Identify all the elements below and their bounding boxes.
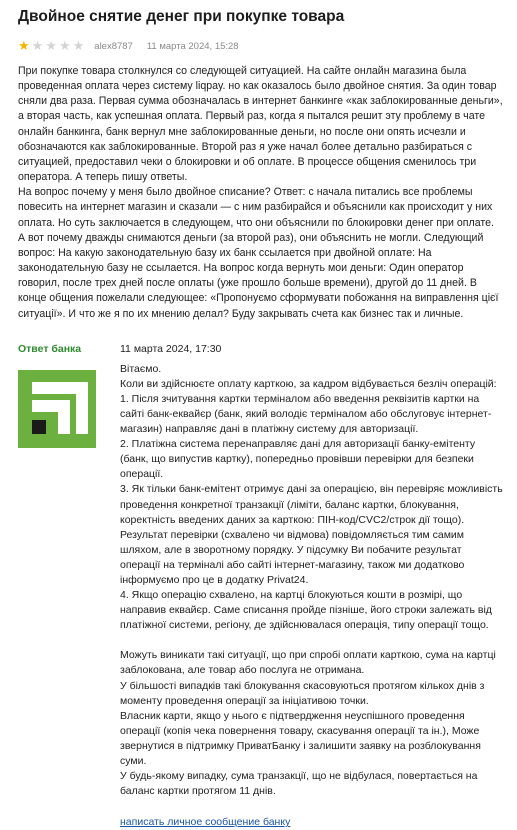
answer-paragraph: Вітаємо.: [120, 362, 162, 375]
review-author[interactable]: alex8787: [94, 40, 133, 52]
review-date: 11 марта 2024, 15:28: [146, 40, 239, 52]
answer-paragraph: У більшості випадків такі блокування скасовуються протягом кількох днів з моменту проведення операції за ініціативою точки.: [120, 679, 485, 707]
privatbank-logo-mark: [18, 370, 96, 448]
message-bank-link[interactable]: написать личное сообщение банку: [120, 816, 291, 829]
bank-answer-sidebar: [18, 342, 120, 830]
bank-answer-text: [120, 362, 503, 800]
star-icon: ★: [31, 38, 44, 54]
review-paragraph: На вопрос почему у меня было двойное списание? Ответ: с начала питались все проблемы повесить на интернет магазин и сказали — с ним разбирайся и объяснили как происходит у них оплата. Но суть заключается в следующем, что они объяснили по блокировки денег при оплате. А вот почему дважды снимаются деньги (за второй раз), они объяснить не могли. Следующий вопрос: На какую законодательную базу их банк ссылается при двойной оплате: На законодательную базу не ссылается. На вопрос когда вернуть мои деньги: Один оператор говорил, после трех дней после оплаты (уже прошло больше времени), другой до 11 дней. В конце общения пожелали следующее: «Пропонуємо сформувати побожання на виправлення цієї ситуації». И что же я по их мнению делал? Буду закрывать счета как бизнес так и личные.: [18, 186, 499, 320]
answer-paragraph: 4. Якщо операцію схвалено, на картці блокуються кошти в розмірі, що направив еквайєр. Саме списання пройде пізніше, його строки залежать від платіжної системи, регіону, де здійснювалася операція, типу операції тощо.: [120, 589, 492, 632]
review-meta: [18, 39, 503, 53]
star-icon: ★: [18, 38, 30, 54]
bank-answer-label: Ответ банка: [18, 342, 82, 355]
star-icon: ★: [72, 38, 85, 54]
answer-paragraph: 2. Платіжна система перенаправляє дані для авторизації банку-емітенту (банк, що випустив картку), попередньо провівши перевірки для безпеки операції.: [120, 438, 476, 481]
privatbank-logo[interactable]: [18, 370, 96, 448]
review-paragraph: При покупке товара столкнулся со следующей ситуацией. На сайте онлайн магазина была проведенная оплата через систему liqpay. но как оказалось было двойное снятия. За один товар сняли два раза. Первая сумма обозначалась в интернет банкинге «как заблокированные деньги», а вторая часть, как успешная оплата. Первый раз, когда я пытался решит эту проблему в чате онлайн банкинга, банк вернул мне заблокированные деньги, но после они опять исчезли и обозначаются как заблокированные. Второй раз я уже начал более детально разбираться с ситуацией, предоставил чеки о блокировки и об оплате. В процессе общения сменилось три оператора. А теперь пишу ответы.: [18, 65, 503, 184]
answer-paragraph: У будь-якому випадку, сума транзакції, що не відбулася, повертається на баланс картки протягом 11 днів.: [120, 770, 478, 798]
star-icon: ★: [58, 38, 71, 54]
answer-paragraph: Коли ви здійснюєте оплату карткою, за кадром відбувається безліч операцій:: [120, 377, 497, 390]
bank-answer: [18, 342, 503, 830]
review-text: [18, 64, 503, 322]
bank-answer-content: [120, 342, 503, 830]
answer-paragraph: Можуть виникати такі ситуації, що при спробі оплати карткою, сума на картці заблокована, але товар або послуга не отримана.: [120, 649, 496, 677]
bank-answer-date: 11 марта 2024, 17:30: [120, 342, 222, 355]
paragraph-gap: [120, 633, 503, 648]
review-title: Двойное снятие денег при покупке товара: [18, 8, 345, 25]
answer-paragraph: 1. Після зчитування картки терміналом або введення реквізитів картки на сайті банк-еквайєр (банк, який володіє терміналом або обслуговує інтернет-магазин) направляє дані в платіжну систему для авторизації.: [120, 392, 492, 436]
answer-paragraph: 3. Як тільки банк-емітент отримує дані за операцією, він перевіряє можливість проведення конкретної транзакції (ліміти, баланс картки, блокування, коректність введених даних за карткою: ПІН-код/CVC2/строк дії тощо). Результат перевірки (схвалено чи відмова) повідомляється тим самим шляхом, але в зворотному порядку. У підсумку Ви побачите результат операції на терміналі або сайті інтернет-магазину, також ми додатково інформуємо про це в додатку Privat24.: [120, 483, 503, 586]
star-icon: ★: [45, 38, 57, 54]
answer-paragraph: Власник карти, якщо у нього є підтвердження неуспішного проведення операції (копія чека повернення товару, скасування операції та ін.), Може звернутися в підтримку ПриватБанку і залишити заявку на розблокування суми.: [120, 709, 481, 767]
rating-stars: [18, 40, 84, 53]
